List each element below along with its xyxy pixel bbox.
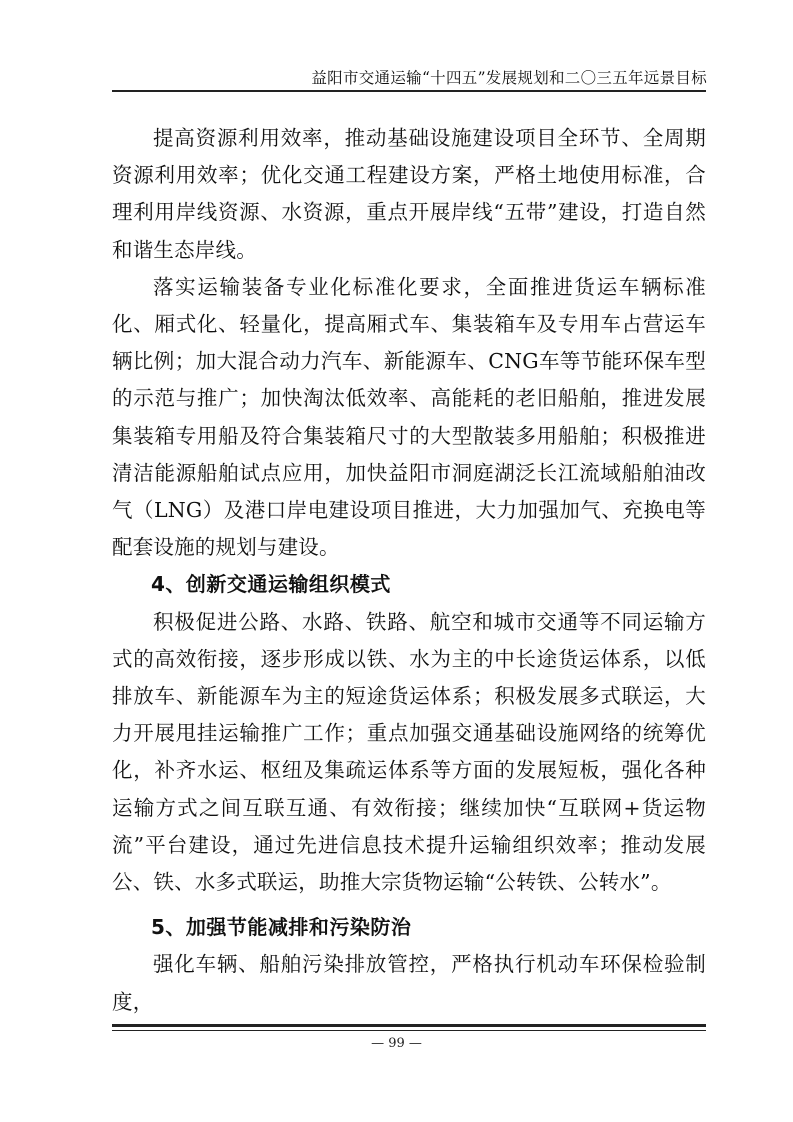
paragraph-resource-efficiency: 提高资源利用效率，推动基础设施建设项目全环节、全周期资源利用效率；优化交通工程建设方案，严格土地使用标准，合理利用岸线资源、水资源，重点开展岸线“五带”建设，打造自然和谐生态岸线。 bbox=[112, 126, 706, 262]
section-heading-4: 4、创新交通运输组织模式 bbox=[151, 572, 391, 597]
section-heading-5: 5、加强节能减排和污染防治 bbox=[151, 915, 412, 940]
page-number: — 99 — bbox=[371, 1036, 422, 1051]
footer-rule-thick bbox=[112, 1024, 706, 1027]
header-rule bbox=[112, 90, 706, 92]
paragraph-transport-equipment: 落实运输装备专业化标准化要求，全面推进货运车辆标准化、厢式化、轻量化，提高厢式车、集装箱车及专用车占营运车辆比例；加大混合动力汽车、新能源车、CNG车等节能环保车型的示范与推广；加快淘汰低效率、高能耗的老旧船舶，推进发展集装箱专用船及符合集装箱尺寸的大型散装多用船舶；积极推进清洁能源船舶试点应用，加快益阳市洞庭湖泛长江流域船舶油改气（LNG）及港口岸电建设项目推进，大力加强加气、充换电等配套设施的规划与建设。 bbox=[112, 274, 706, 560]
paragraph-pollution-control: 强化车辆、船舶污染排放管控，严格执行机动车环保检验制度， bbox=[112, 952, 706, 1014]
footer-rule-thin bbox=[112, 1030, 706, 1031]
page-body bbox=[112, 120, 706, 1021]
paragraph-transport-organization: 积极促进公路、水路、铁路、航空和城市交通等不同运输方式的高效衔接，逐步形成以铁、水为主的中长途货运体系，以低排放车、新能源车为主的短途货运体系；积极发展多式联运，大力开展甩挂运输推广工作；重点加强交通基础设施网络的统筹优化，补齐水运、枢纽及集疏运体系等方面的发展短板，强化各种运输方式之间互联互通、有效衔接；继续加快“互联网+货运物流”平台建设，通过先进信息技术提升运输组织效率；推动发展公、铁、水多式联运，助推大宗货物运输“公转铁、公转水”。 bbox=[112, 609, 706, 895]
running-header-title: 益阳市交通运输“十四五”发展规划和二〇三五年远景目标 bbox=[311, 69, 707, 87]
